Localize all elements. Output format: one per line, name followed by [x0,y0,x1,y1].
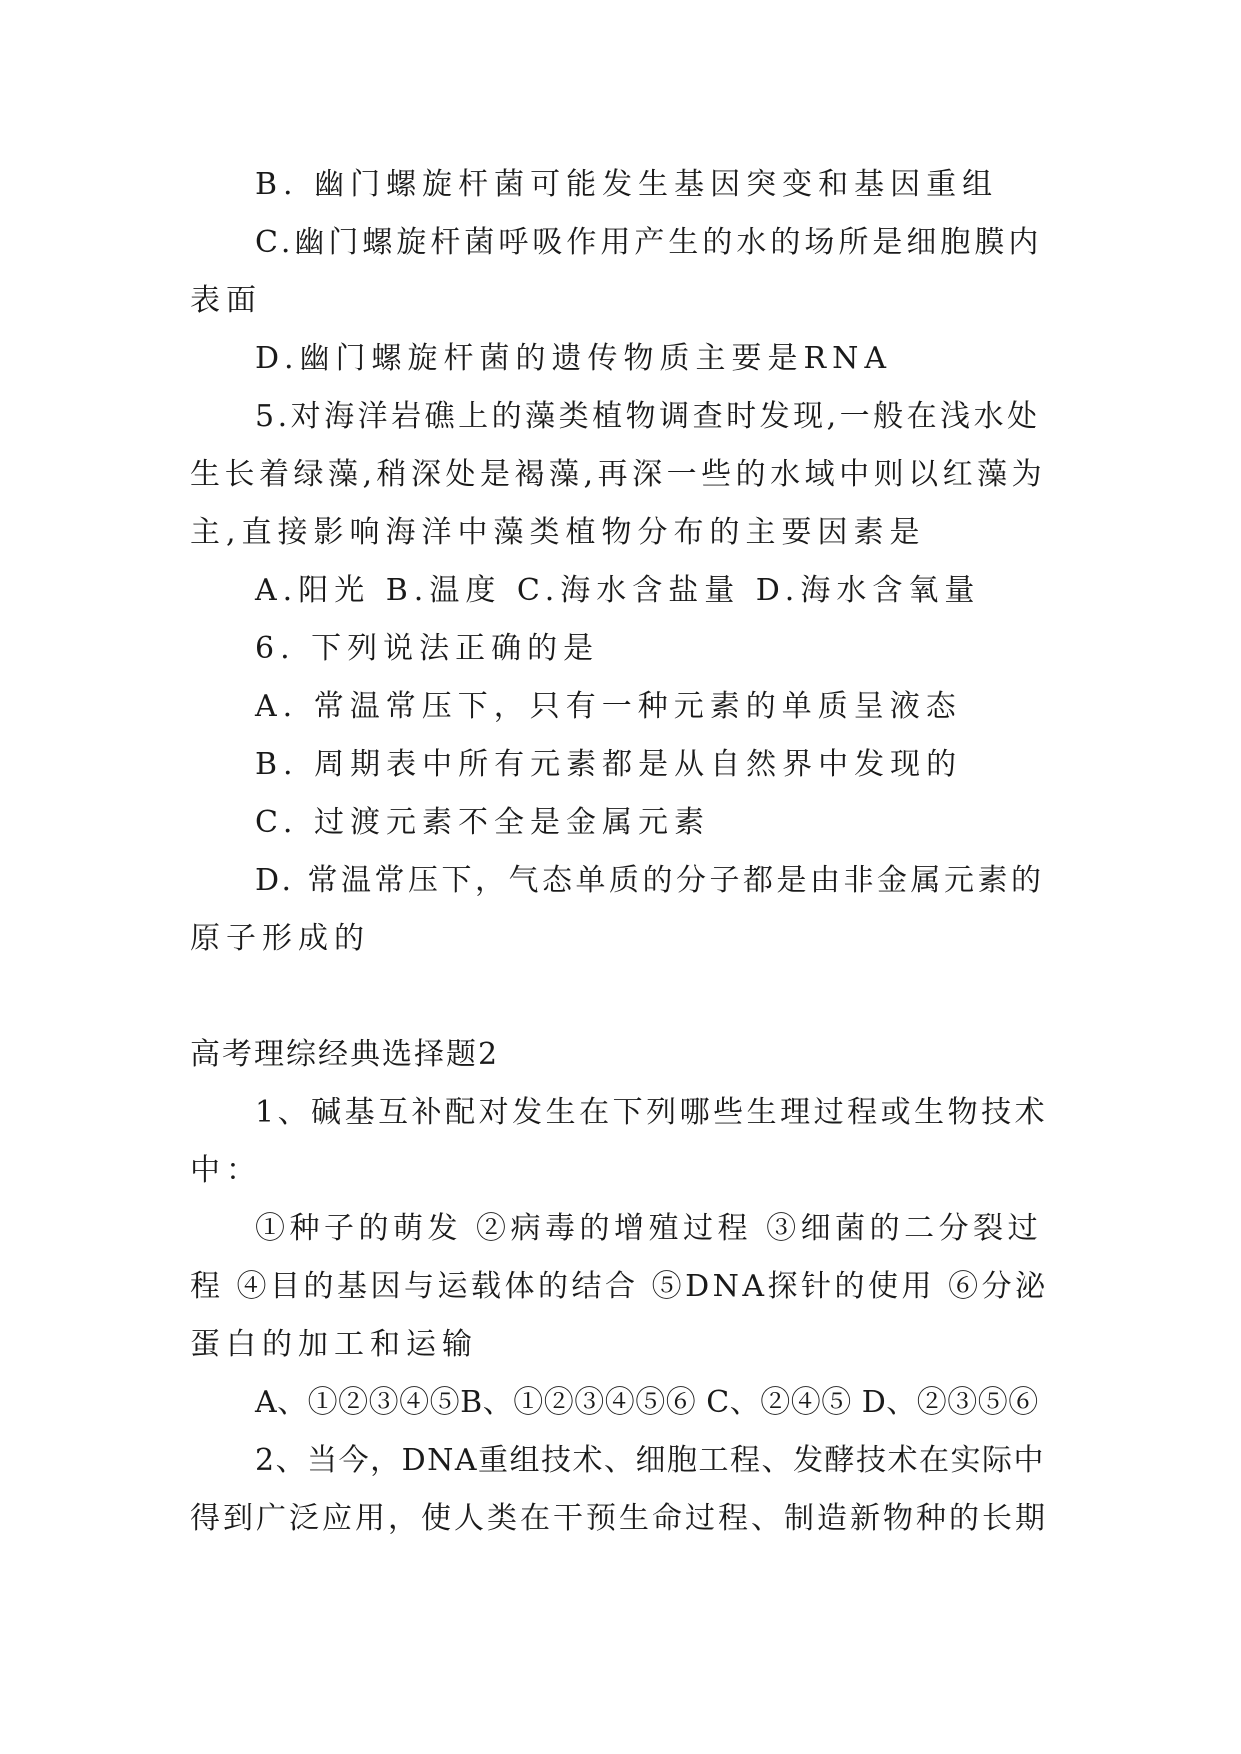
question-6-option-d: D. 常温常压下，气态单质的分子都是由非金属元素的 [255,863,1045,898]
question-5-line-cont-1: 生长着绿藻,稍深处是褐藻,再深一些的水域中则以红藻为 [190,457,1047,492]
section-heading: 高考理综经典选择题2 [190,1037,500,1072]
question-1-items-3: 蛋白的加工和运输 [190,1327,478,1362]
option-d-line: D.幽门螺旋杆菌的遗传物质主要是RNA [255,341,893,376]
question-6-option-c: C. 过渡元素不全是金属元素 [255,805,710,840]
question-1-items-2: 程 ④目的基因与运载体的结合 ⑤DNA探针的使用 ⑥分泌 [190,1269,1049,1304]
question-6-option-a: A. 常温常压下，只有一种元素的单质呈液态 [255,689,962,724]
question-1-options: A、①②③④⑤B、①②③④⑤⑥ C、②④⑤ D、②③⑤⑥ [255,1385,1039,1420]
option-c-line-cont: 表面 [190,283,262,318]
question-6-line: 6. 下列说法正确的是 [255,631,600,666]
question-1-items-1: ①种子的萌发 ②病毒的增殖过程 ③细菌的二分裂过 [255,1211,1043,1246]
question-1-line: 1、碱基互补配对发生在下列哪些生理过程或生物技术 [255,1095,1049,1130]
question-1-line-cont: 中： [190,1153,262,1188]
option-b-line: B. 幽门螺旋杆菌可能发生基因突变和基因重组 [255,167,999,202]
question-6-option-b: B. 周期表中所有元素都是从自然界中发现的 [255,747,963,782]
question-5-options: A.阳光 B.温度 C.海水含盐量 D.海水含氧量 [255,573,981,608]
question-5-line-cont-2: 主,直接影响海洋中藻类植物分布的主要因素是 [190,515,926,550]
question-5-line: 5.对海洋岩礁上的藻类植物调查时发现,一般在浅水处 [255,399,1041,434]
question-6-option-d-cont: 原子形成的 [190,921,370,956]
question-2-line-cont: 得到广泛应用，使人类在干预生命过程、制造新物种的长期 [190,1501,1048,1536]
option-c-line: C.幽门螺旋杆菌呼吸作用产生的水的场所是细胞膜内 [255,225,1043,260]
question-2-line: 2、当今，DNA重组技术、细胞工程、发酵技术在实际中 [255,1443,1046,1478]
